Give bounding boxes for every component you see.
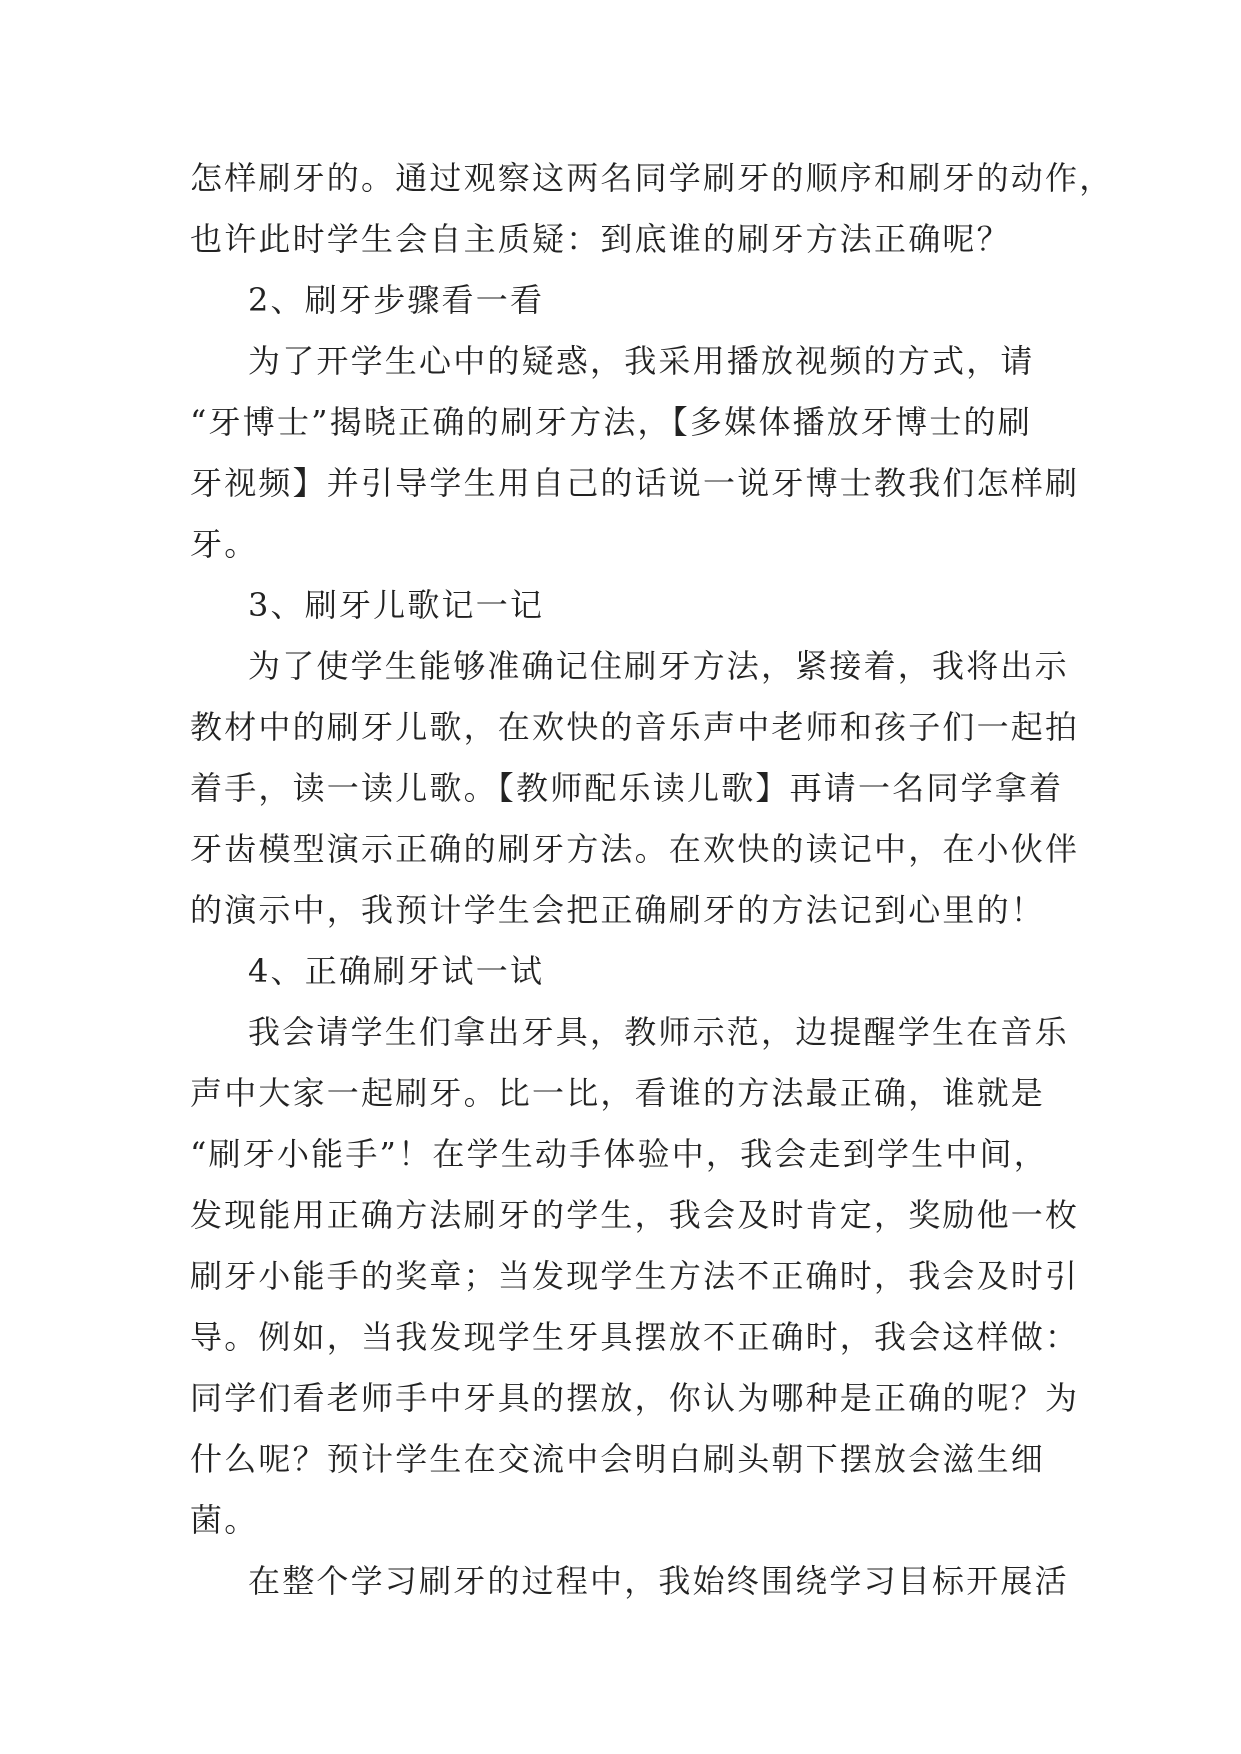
text-line: 导。例如，当我发现学生牙具摆放不正确时，我会这样做： <box>190 1318 1080 1356</box>
text-line: 我会请学生们拿出牙具，教师示范，边提醒学生在音乐 <box>248 1013 1069 1051</box>
section-heading: 3、刷牙儿歌记一记 <box>248 586 545 624</box>
text-line: 牙齿模型演示正确的刷牙方法。在欢快的读记中，在小伙伴 <box>190 830 1080 868</box>
text-line: 为了开学生心中的疑惑，我采用播放视频的方式，请 <box>248 342 1035 380</box>
text-line: 发现能用正确方法刷牙的学生，我会及时肯定，奖励他一枚 <box>190 1196 1080 1234</box>
section-heading: 2、刷牙步骤看一看 <box>248 281 545 319</box>
text-line: 刷牙小能手的奖章；当发现学生方法不正确时，我会及时引 <box>190 1257 1080 1295</box>
text-line: 教材中的刷牙儿歌，在欢快的音乐声中老师和孩子们一起拍 <box>190 708 1080 746</box>
section-heading: 4、正确刷牙试一试 <box>248 952 545 990</box>
text-line: “刷牙小能手”！在学生动手体验中，我会走到学生中间， <box>190 1135 1048 1173</box>
text-line: 同学们看老师手中牙具的摆放，你认为哪种是正确的呢？为 <box>190 1379 1080 1417</box>
body-text <box>190 148 1114 1612</box>
text-line: 菌。 <box>190 1501 259 1539</box>
text-line: 为了使学生能够准确记住刷牙方法，紧接着，我将出示 <box>248 647 1069 685</box>
text-line: 牙视频】并引导学生用自己的话说一说牙博士教我们怎样刷 <box>190 464 1080 502</box>
text-line: 什么呢？预计学生在交流中会明白刷头朝下摆放会滋生细 <box>190 1440 1046 1478</box>
text-line: 的演示中，我预计学生会把正确刷牙的方法记到心里的！ <box>190 891 1046 929</box>
text-line: “牙博士”揭晓正确的刷牙方法，【多媒体播放牙博士的刷 <box>190 403 1032 441</box>
text-line: 也许此时学生会自主质疑：到底谁的刷牙方法正确呢？ <box>190 220 1011 258</box>
text-line: 声中大家一起刷牙。比一比，看谁的方法最正确，谁就是 <box>190 1074 1046 1112</box>
text-line: 着手，读一读儿歌。【教师配乐读儿歌】再请一名同学拿着 <box>190 769 1064 807</box>
text-line: 怎样刷牙的。通过观察这两名同学刷牙的顺序和刷牙的动作， <box>190 159 1114 197</box>
text-line: 牙。 <box>190 525 259 563</box>
text-line: 在整个学习刷牙的过程中，我始终围绕学习目标开展活 <box>248 1562 1069 1600</box>
